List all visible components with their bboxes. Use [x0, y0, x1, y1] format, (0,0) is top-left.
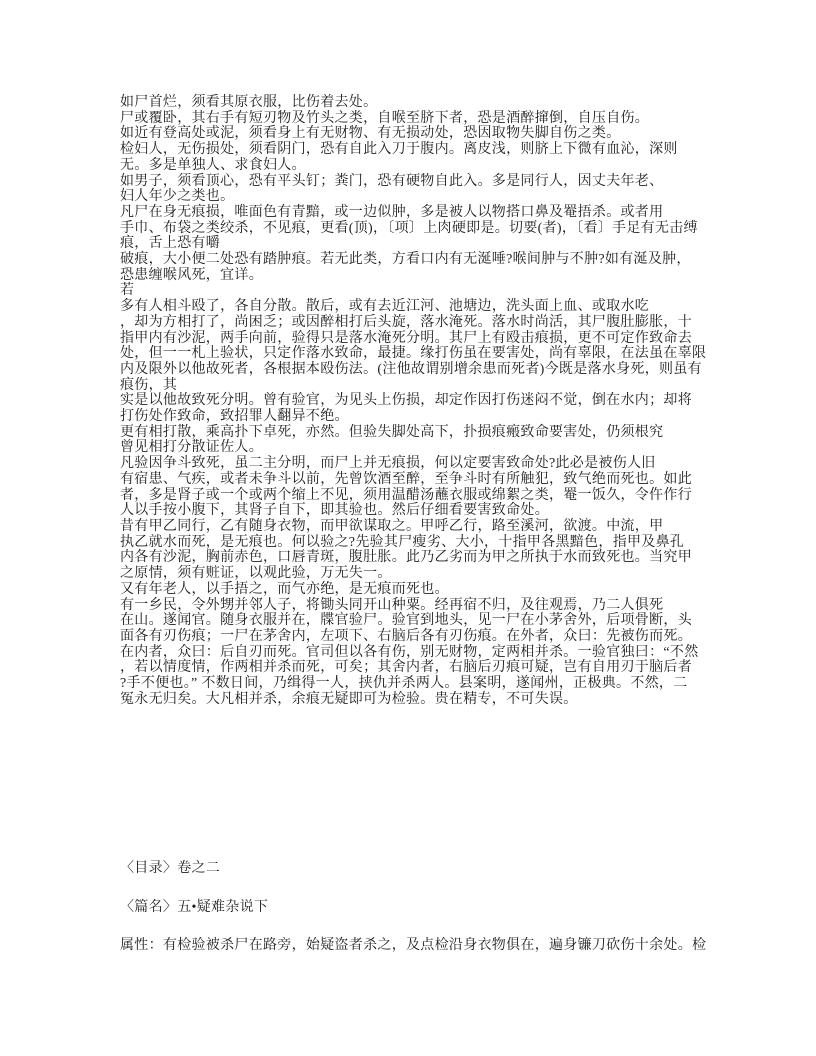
body-text-block	[120, 95, 730, 707]
text-line: 面各有刃伤痕；一尸在茅舍内，左项下、右脑后各有刃伤痕。在外者，众曰：先被伤而死。	[120, 628, 692, 644]
text-line: 打伤处作致命，致招罪人翻异不绝。	[120, 409, 349, 425]
text-line: 有宿患、气疾，或者未争斗以前，先曾饮酒至醉，至争斗时有所触犯，致气绝而死也。如此	[120, 471, 692, 487]
text-line: 在山。遂闻官。随身衣服并在，牒官验尸。验官到地头，见一尸在小茅舍外，后项骨断，头	[120, 613, 692, 629]
text-line: 曾见相打分散证佐人。	[120, 440, 263, 456]
text-line: 实是以他故致死分明。曾有验官，为见头上伤损，却定作因打伤迷闷不觉，倒在水内；却将	[120, 393, 692, 409]
text-line: 在内者，众曰：后自刃而死。官司但以各有伤，别无财物，定两相并杀。一验官独曰：“不然	[120, 644, 699, 660]
text-line: 破痕，大小便二处恐有踏肿痕。若无此类，方看口内有无涎唾?喉间肿与不肿?如有涎及肿，	[120, 252, 691, 268]
text-line: 痕，舌上恐有嚼	[120, 236, 221, 252]
text-line: 手巾、布袋之类绞杀，不见痕，更看(顶)，〔项〕上肉硬即是。切要(者)，〔看〕手足有无击缚	[120, 220, 698, 236]
catalog-heading: 〈目录〉卷之二	[120, 861, 221, 876]
attribute-paragraph: 属性：有检验被杀尸在路旁，始疑盗者杀之，及点检沿身衣物俱在，遍身镰刀砍伤十余处。检	[120, 938, 707, 953]
text-line: 人以手按小腹下，其肾子自下，即其验也。然后仔细看要害致命处。	[120, 503, 549, 519]
text-line: 恐患缠喉风死，宜详。	[120, 267, 263, 283]
text-line: 妇人年少之类也。	[120, 189, 235, 205]
text-line: 昔有甲乙同行，乙有随身衣物，而甲欲谋取之。甲呼乙行，路至溪河，欲渡。中流，甲	[120, 518, 664, 534]
text-line: ，却为方相打了，尚困乏；或因醉相打后头旋，落水淹死。落水时尚活，其尸腹肚膨胀，十	[120, 314, 692, 330]
text-line: 更有相打散，乘高扑下卓死，亦然。但验失脚处高下，扑损痕瘢致命要害处，仍须根究	[120, 424, 664, 440]
text-line: 之原情，须有赃证，以观此验，万无失一。	[120, 566, 392, 582]
text-line: 尸或覆卧，其右手有短刃物及竹头之类，自喉至脐下者，恐是酒醉撺倒，自压自伤。	[120, 110, 650, 126]
text-line: ?手不便也。” 不数日间，乃缉得一人，挟仇并杀两人。县案明，遂闻州，正极典。不然，二	[120, 676, 688, 692]
text-line: 有一乡民，令外甥并邻人子，将锄头同开山种粟。经再宿不归，及往观焉，乃二人俱死	[120, 597, 664, 613]
text-line: 如男子，须看顶心，恐有平头钉；粪门，恐有硬物自此入。多是同行人，因丈夫年老、	[120, 173, 664, 189]
text-line: 冤永无归矣。大凡相并杀，余痕无疑即可为检验。贵在精专，不可失误。	[120, 691, 578, 707]
text-line: 凡尸在身无痕损，唯面色有青黯，或一边似肿，多是被人以物搭口鼻及罨捂杀。或者用	[120, 204, 664, 220]
text-line: 如近有登高处或泥，须看身上有无财物、有无损动处，恐因取物失脚自伤之类。	[120, 126, 621, 142]
section-title-heading: 〈篇名〉五•疑难杂说下	[120, 900, 269, 915]
text-line: 若	[120, 283, 135, 299]
text-line: 痕伤，其	[120, 377, 178, 393]
text-line: 指甲内有沙泥，两手向前，验得只是落水淹死分明。其尸上有殴击痕损，更不可定作致命去	[120, 330, 692, 346]
text-line: 又有年老人，以手捂之，而气亦绝，是无痕而死也。	[120, 581, 449, 597]
text-line: 检妇人，无伤损处，须看阴门，恐有自此入刀于腹内。离皮浅，则脐上下微有血沁，深则	[120, 142, 678, 158]
text-line: 凡验因争斗致死，虽二主分明，而尸上并无痕损，何以定要害致命处?此必是被伤人旧	[120, 456, 656, 472]
text-line: 处，但一一札上验状，只定作落水致命，最捷。缘打伤虽在要害处，尚有辜限，在法虽在辜限	[120, 346, 707, 362]
text-line: 如尸首烂，须看其原衣服，比伤着去处。	[120, 95, 378, 110]
text-line: 内及限外以他故死者，各根据本殴伤法。(注他故谓别增余患而死者)今既是落水身死，则虽有	[120, 361, 702, 377]
text-line: 者，多是肾子或一个或两个缩上不见，须用温醋汤蘸衣服或绵絮之类，罨一饭久，令仵作行	[120, 487, 692, 503]
text-line: ，若以情度情，作两相并杀而死，可矣；其舍内者，右脑后刃痕可疑，岂有自用刃于脑后者	[120, 660, 692, 676]
text-line: 无。多是单独人、求食妇人。	[120, 157, 306, 173]
text-line: 多有人相斗殴了，各自分散。散后，或有去近江河、池塘边，洗头面上血、或取水吃	[120, 299, 650, 315]
text-line: 执乙就水而死，是无痕也。何以验之?先验其尸瘦劣、大小，十指甲各黑黯色，指甲及鼻孔	[120, 534, 685, 550]
text-line: 内各有沙泥，胸前赤色，口唇青斑，腹肚胀。此乃乙劣而为甲之所执于水而致死也。当究甲	[120, 550, 692, 566]
